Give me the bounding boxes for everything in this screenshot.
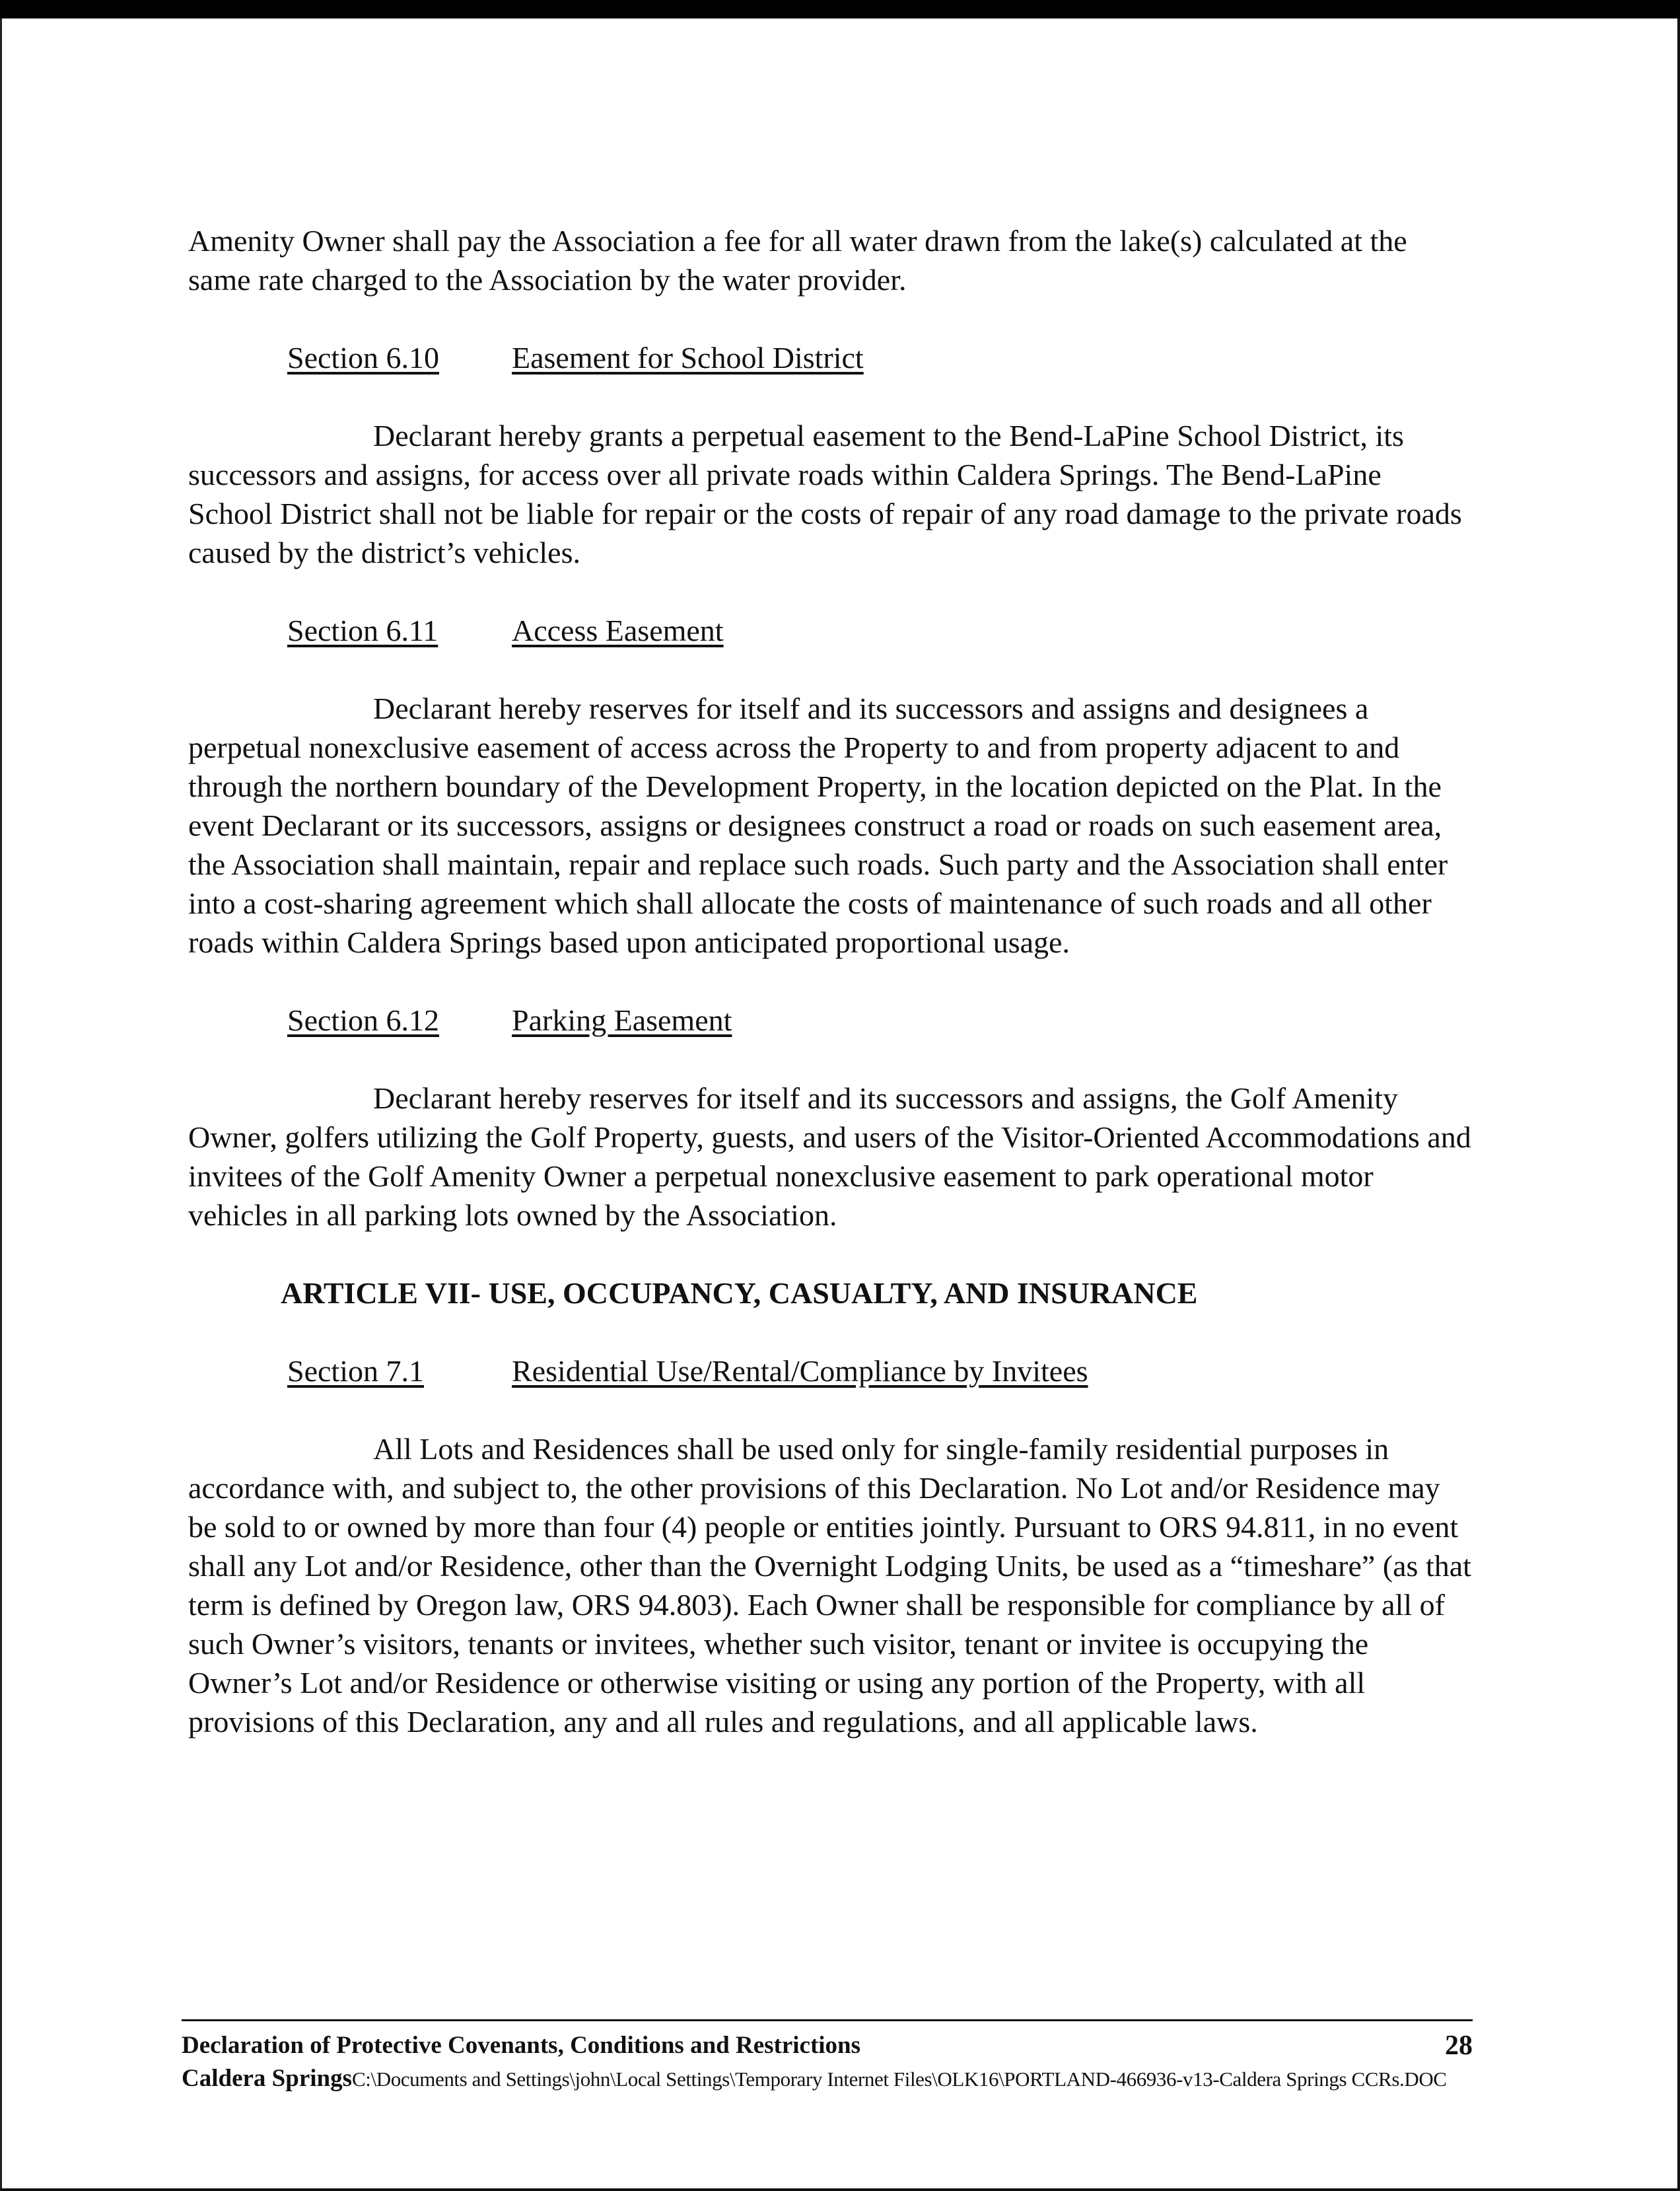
- page-footer: [182, 2019, 1473, 2096]
- scan-left-border: [0, 18, 2, 2191]
- scan-top-border: [0, 0, 1680, 18]
- section-body-7-1: All Lots and Residences shall be used only for single-family residential purposes in accordance with, and subject to, the other provisions of this Declaration. No Lot and/or Residence may be sold to or owned by more than four (4) people or entities jointly. Pursuant to ORS 94.811, in no event shall any Lot and/or Residence, other than the Overnight Lodging Units, be used as a “timeshare” (as that term is defined by Oregon law, ORS 94.803). Each Owner shall be responsible for compliance by all of such Owner’s visitors, tenants or invitees, whether such visitor, tenant or invitee is occupying the Owner’s Lot and/or Residence or otherwise visiting or using any portion of the Property, with all provisions of this Declaration, any and all rules and regulations, and all applicable laws.: [188, 1432, 1471, 1739]
- continuation-paragraph: Amenity Owner shall pay the Association a fee for all water drawn from the lake(s) calculated at the same rate charged to the Association by the water provider.: [188, 224, 1407, 297]
- section-body-6-11: Declarant hereby reserves for itself and its successors and assigns and designees a perpetual nonexclusive easement of access across the Property to and from property adjacent to and through the northern boundary of the Development Property, in the location depicted on the Plat. In the event Declarant or its successors, assigns or designees construct a road or roads on such easement area, the Association shall maintain, repair and replace such roads. Such party and the Association shall enter into a cost-sharing agreement which shall allocate the costs of maintenance of such roads and all other roads within Caldera Springs based upon anticipated proportional usage.: [188, 692, 1448, 959]
- footer-title: Declaration of Protective Covenants, Conditions and Restrictions: [182, 2032, 861, 2059]
- section-number: Section 6.10: [287, 341, 439, 375]
- document-body: [188, 221, 1473, 1780]
- section-heading-6-12: [287, 1001, 1473, 1040]
- section-title: Easement for School District: [512, 341, 864, 375]
- section-number: Section 6.11: [287, 614, 438, 647]
- footer-path-line: [182, 2062, 1473, 2096]
- section-heading-6-11: [287, 611, 1473, 650]
- section-title: Residential Use/Rental/Compliance by Invitees: [512, 1354, 1088, 1388]
- section-heading-6-10: [287, 338, 1473, 377]
- section-number: Section 7.1: [287, 1354, 424, 1388]
- page-number: 28: [1445, 2030, 1473, 2061]
- section-heading-7-1: [287, 1351, 1473, 1390]
- footer-subtitle: Caldera Springs: [182, 2065, 353, 2092]
- section-title: Access Easement: [512, 614, 724, 647]
- scan-right-border: [1677, 18, 1680, 2191]
- article-heading: ARTICLE VII- USE, OCCUPANCY, CASUALTY, AND INSURANCE: [281, 1276, 1198, 1310]
- footer-title-line: [182, 2029, 1473, 2062]
- scan-bottom-border: [0, 2188, 1680, 2191]
- section-number: Section 6.12: [287, 1003, 439, 1037]
- section-title: Parking Easement: [512, 1003, 732, 1037]
- section-body-6-12: Declarant hereby reserves for itself and its successors and assigns, the Golf Amenity Owner, golfers utilizing the Golf Property, guests, and users of the Visitor-Oriented Accommodations and invitees of the Golf Amenity Owner a perpetual nonexclusive easement to park operational motor vehicles in all parking lots owned by the Association.: [188, 1081, 1471, 1232]
- footer-file-path: C:\Documents and Settings\john\Local Settings\Temporary Internet Files\OLK16\PORTLAND-466936-v13-Caldera Springs CCRs.DOC: [352, 2067, 1447, 2091]
- footer-divider: [182, 2019, 1473, 2021]
- section-body-6-10: Declarant hereby grants a perpetual easement to the Bend-LaPine School District, its successors and assigns, for access over all private roads within Caldera Springs. The Bend-LaPine School District shall not be liable for repair or the costs of repair of any road damage to the private roads caused by the district’s vehicles.: [188, 419, 1462, 569]
